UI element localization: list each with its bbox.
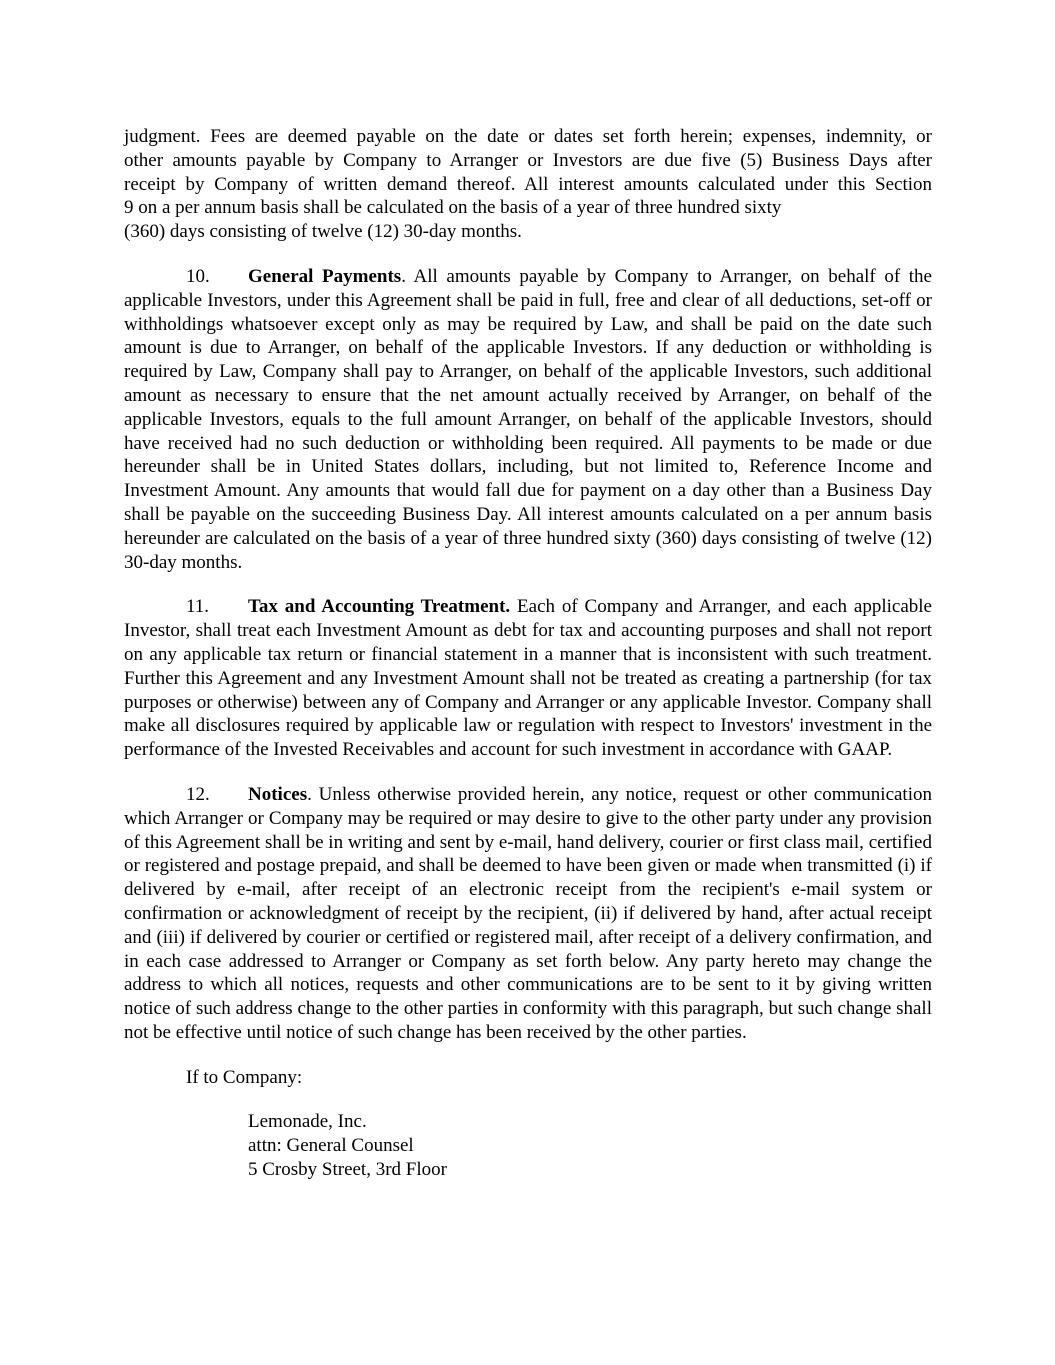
section-body: All amounts payable by Company to Arranger, on behalf of the applicable Investors, under this Agreement shall be paid in full, free and clear of all deductions, set-off or withholdings whatsoever except only as may be required by Law, and shall be paid on the date such amount is due to Arranger, on behalf of the applicable Investors. If any deduction or withholding is required by Law, Company shall pay to Arranger, on behalf of the applicable Investors, such additional amount as necessary to ensure that the net amount actually received by Arranger, on behalf of the applicable Investors, equals to the full amount Arranger, on behalf of the applicable Investors, should have received had no such deduction or withholding been required. All payments to be made or due hereunder shall be in United States dollars, including, but not limited to, Reference Income and Investment Amount. Any amounts that would fall due for payment on a day other than a Business Day shall be payable on the succeeding Business Day. All interest amounts calculated on a per annum basis hereunder are calculated on the basis of a year of three hundred sixty (360) days consisting of twelve (12) 30-day months. bbox=[124, 265, 932, 573]
section-heading: Notices bbox=[248, 783, 308, 805]
carryover-line: receipt by Company of written demand thereof. All interest amounts calculated under this Section bbox=[124, 173, 932, 195]
section-number: 12. bbox=[186, 783, 210, 805]
section-number: 11. bbox=[186, 596, 210, 618]
carryover-line: judgment. Fees are deemed payable on the date or dates set forth herein; expenses, indemnity, or bbox=[124, 126, 932, 147]
address-line: attn: General Counsel bbox=[248, 1135, 414, 1157]
section-tax-accounting bbox=[124, 595, 932, 762]
section-heading: General Payments bbox=[248, 265, 402, 287]
address-line: 5 Crosby Street, 3rd Floor bbox=[248, 1159, 447, 1181]
section-notices bbox=[124, 783, 932, 1045]
section-number: 10. bbox=[186, 265, 210, 287]
carryover-paragraph bbox=[124, 125, 932, 244]
address-line: Lemonade, Inc. bbox=[248, 1111, 367, 1133]
section-body: Unless otherwise provided herein, any notice, request or other communication which Arranger or Company may be required or may desire to give to the other party under any provision of this Agreement shall be in writing and sent by e-mail, hand delivery, courier or first class mail, certified or registered and postage prepaid, and shall be deemed to have been given or made when transmitted (i) if delivered by e-mail, after receipt of an electronic receipt from the recipient's e-mail system or confirmation or acknowledgment of receipt by the recipient, (ii) if delivered by hand, after actual receipt and (iii) if delivered by courier or certified or registered mail, after receipt of a delivery confirmation, and in each case addressed to Arranger or Company as set forth below. Any party hereto may change the address to which all notices, requests and other communications are to be sent to it by giving written notice of such address change to the other parties in conformity with this paragraph, but such change shall not be effective until notice of such change has been received by the other parties. bbox=[124, 783, 932, 1043]
notice-recipient-label: If to Company: bbox=[186, 1066, 303, 1088]
section-heading: Tax and Accounting Treatment. bbox=[248, 596, 511, 618]
document-page bbox=[124, 125, 932, 1182]
carryover-line: (360) days consisting of twelve (12) 30-day months. bbox=[124, 221, 522, 243]
section-general-payments bbox=[124, 265, 932, 574]
section-heading-suffix: . bbox=[307, 783, 312, 805]
company-address-block bbox=[248, 1110, 932, 1181]
carryover-line: 9 on a per annum basis shall be calculated on the basis of a year of three hundred sixty bbox=[124, 197, 782, 219]
carryover-line: other amounts payable by Company to Arranger or Investors are due five (5) Business Days after bbox=[124, 149, 932, 171]
section-heading-suffix: . bbox=[401, 265, 406, 287]
section-body: Each of Company and Arranger, and each applicable Investor, shall treat each Investment Amount as debt for tax and accounting purposes and shall not report on any applicable tax return or financial statement in a manner that is inconsistent with such treatment. Further this Agreement and any Investment Amount shall not be treated as creating a partnership (for tax purposes or otherwise) between any of Company and Arranger or any applicable Investor. Company shall make all disclosures required by applicable law or regulation with respect to Investors' investment in the performance of the Invested Receivables and account for such investment in accordance with GAAP. bbox=[124, 596, 932, 761]
